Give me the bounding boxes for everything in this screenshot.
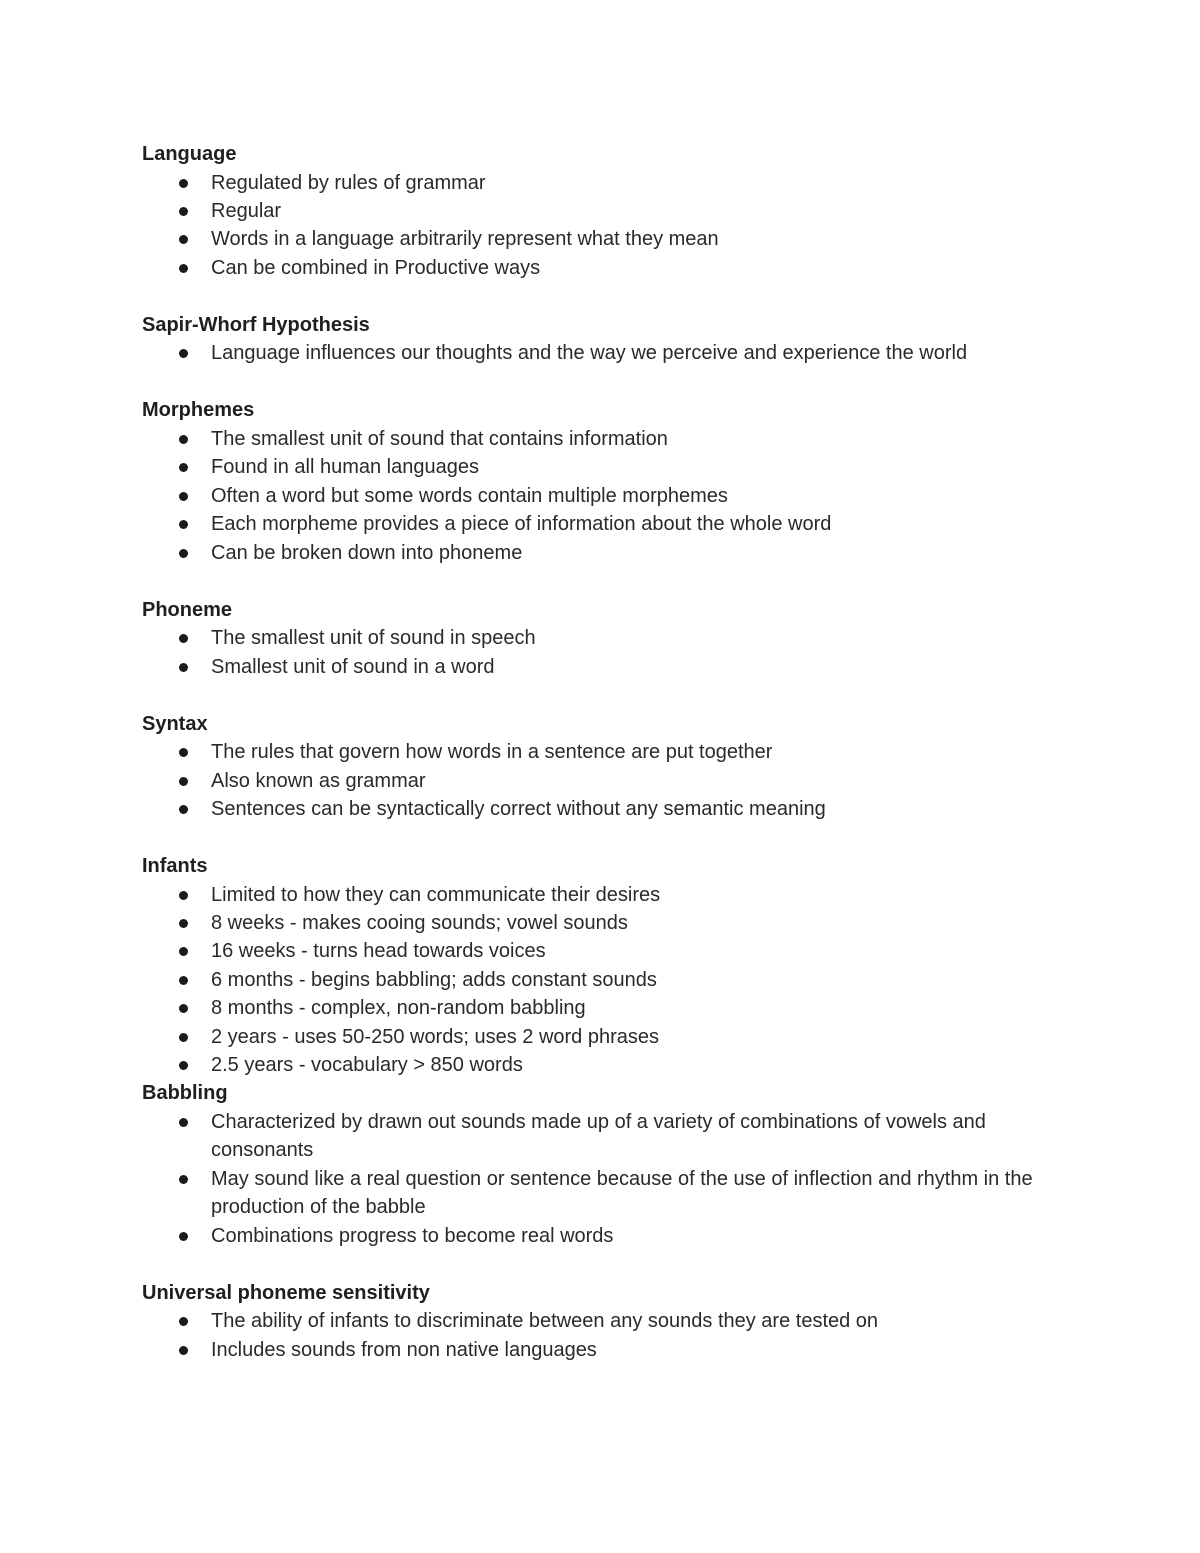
- list-item-text: 8 weeks - makes cooing sounds; vowel sounds: [211, 912, 628, 935]
- list-item-text: 8 months - complex, non-random babbling: [211, 997, 586, 1020]
- bullet-list: [142, 339, 1062, 367]
- list-item: [142, 510, 1062, 538]
- list-item-text: The rules that govern how words in a sentence are put together: [211, 741, 773, 764]
- bullet-list: [142, 738, 1062, 823]
- list-item-text: Can be combined in Productive ways: [211, 256, 541, 279]
- list-item-text: Limited to how they can communicate their desires: [211, 883, 661, 906]
- list-item: [142, 653, 1062, 681]
- bullet-list: [142, 1108, 1062, 1250]
- bullet-icon: [179, 463, 188, 472]
- list-item-text: Regulated by rules of grammar: [211, 171, 486, 194]
- bullet-list: [142, 624, 1062, 681]
- spacer: [142, 282, 1062, 311]
- list-item: [142, 966, 1062, 994]
- list-item-text: 2.5 years - vocabulary > 850 words: [211, 1054, 523, 1077]
- bullet-list: [142, 881, 1062, 1080]
- list-item-text: Found in all human languages: [211, 456, 479, 479]
- list-item: [142, 539, 1062, 567]
- list-item: [142, 738, 1062, 766]
- list-item-text: Words in a language arbitrarily represent what they mean: [211, 228, 719, 251]
- bullet-icon: [179, 207, 188, 216]
- bullet-icon: [179, 1232, 188, 1241]
- list-item: [142, 339, 1062, 367]
- bullet-icon: [179, 435, 188, 444]
- bullet-icon: [179, 349, 188, 358]
- section-sapir-whorf: [142, 311, 1062, 368]
- list-item: [142, 482, 1062, 510]
- section-language: [142, 140, 1062, 282]
- list-item: [142, 225, 1062, 253]
- bullet-icon: [179, 179, 188, 188]
- list-item: [142, 624, 1062, 652]
- bullet-icon: [179, 777, 188, 786]
- list-item: [142, 425, 1062, 453]
- section-heading: Universal phoneme sensitivity: [142, 1281, 430, 1304]
- list-item: [142, 1307, 1062, 1335]
- bullet-icon: [179, 264, 188, 273]
- bullet-list: [142, 169, 1062, 283]
- spacer: [142, 567, 1062, 596]
- list-item: [142, 909, 1062, 937]
- section-heading: Morphemes: [142, 399, 255, 422]
- section-phoneme: [142, 596, 1062, 681]
- list-item-text: Also known as grammar: [211, 769, 426, 792]
- bullet-list: [142, 425, 1062, 567]
- list-item-text: Can be broken down into phoneme: [211, 541, 523, 564]
- bullet-icon: [179, 520, 188, 529]
- section-morphemes: [142, 396, 1062, 567]
- bullet-icon: [179, 1346, 188, 1355]
- section-heading: Language: [142, 143, 237, 165]
- bullet-icon: [179, 1175, 188, 1184]
- list-item: [142, 1222, 1062, 1250]
- bullet-icon: [179, 891, 188, 900]
- list-item: [142, 254, 1062, 282]
- bullet-icon: [179, 1033, 188, 1042]
- section-heading: Infants: [142, 855, 208, 878]
- list-item-text: Language influences our thoughts and the way we perceive and experience the world: [211, 342, 968, 365]
- list-item-text: Combinations progress to become real words: [211, 1224, 614, 1247]
- list-item-text: Includes sounds from non native languages: [211, 1338, 597, 1361]
- bullet-icon: [179, 1004, 188, 1013]
- spacer: [142, 823, 1062, 852]
- spacer: [142, 681, 1062, 710]
- list-item-text: Smallest unit of sound in a word: [211, 655, 495, 678]
- bullet-icon: [179, 663, 188, 672]
- spacer: [142, 1250, 1062, 1279]
- list-item-text: May sound like a real question or sentence because of the use of inflection and rhythm in the production of the babble: [211, 1167, 1033, 1219]
- section-syntax: [142, 710, 1062, 824]
- bullet-icon: [179, 1317, 188, 1326]
- bullet-icon: [179, 805, 188, 814]
- section-infants: [142, 852, 1062, 1079]
- bullet-icon: [179, 947, 188, 956]
- list-item-text: Regular: [211, 200, 282, 222]
- section-heading: Syntax: [142, 712, 208, 735]
- section-heading: Babbling: [142, 1082, 228, 1105]
- bullet-icon: [179, 235, 188, 244]
- list-item-text: The ability of infants to discriminate between any sounds they are tested on: [211, 1310, 879, 1333]
- list-item: [142, 197, 1062, 225]
- list-item: [142, 1165, 1062, 1222]
- bullet-icon: [179, 919, 188, 928]
- list-item-text: The smallest unit of sound in speech: [211, 627, 536, 650]
- list-item-text: 2 years - uses 50-250 words; uses 2 word phrases: [211, 1025, 659, 1048]
- spacer: [142, 368, 1062, 397]
- list-item-text: The smallest unit of sound that contains information: [211, 428, 668, 450]
- list-item: [142, 453, 1062, 481]
- list-item: [142, 1336, 1062, 1364]
- list-item: [142, 1051, 1062, 1079]
- list-item: [142, 881, 1062, 909]
- bullet-icon: [179, 976, 188, 985]
- bullet-icon: [179, 492, 188, 501]
- section-babbling: [142, 1079, 1062, 1250]
- bullet-icon: [179, 1061, 188, 1070]
- list-item: [142, 937, 1062, 965]
- list-item: [142, 795, 1062, 823]
- bullet-icon: [179, 634, 188, 643]
- list-item-text: 16 weeks - turns head towards voices: [211, 940, 546, 963]
- bullet-icon: [179, 748, 188, 757]
- list-item-text: Often a word but some words contain multiple morphemes: [211, 484, 728, 507]
- list-item: [142, 1108, 1062, 1165]
- list-item: [142, 994, 1062, 1022]
- section-heading: Sapir-Whorf Hypothesis: [142, 313, 370, 336]
- list-item: [142, 169, 1062, 197]
- list-item: [142, 1023, 1062, 1051]
- bullet-list: [142, 1307, 1062, 1364]
- bullet-icon: [179, 1118, 188, 1127]
- list-item-text: Sentences can be syntactically correct without any semantic meaning: [211, 798, 826, 821]
- section-universal-phoneme-sensitivity: [142, 1279, 1062, 1364]
- section-heading: Phoneme: [142, 598, 233, 621]
- bullet-icon: [179, 549, 188, 558]
- list-item: [142, 767, 1062, 795]
- document-body: [142, 140, 1062, 1364]
- list-item-text: 6 months - begins babbling; adds constant sounds: [211, 968, 657, 991]
- list-item-text: Each morpheme provides a piece of information about the whole word: [211, 513, 832, 536]
- list-item-text: Characterized by drawn out sounds made up of a variety of combinations of vowels and consonants: [211, 1111, 986, 1162]
